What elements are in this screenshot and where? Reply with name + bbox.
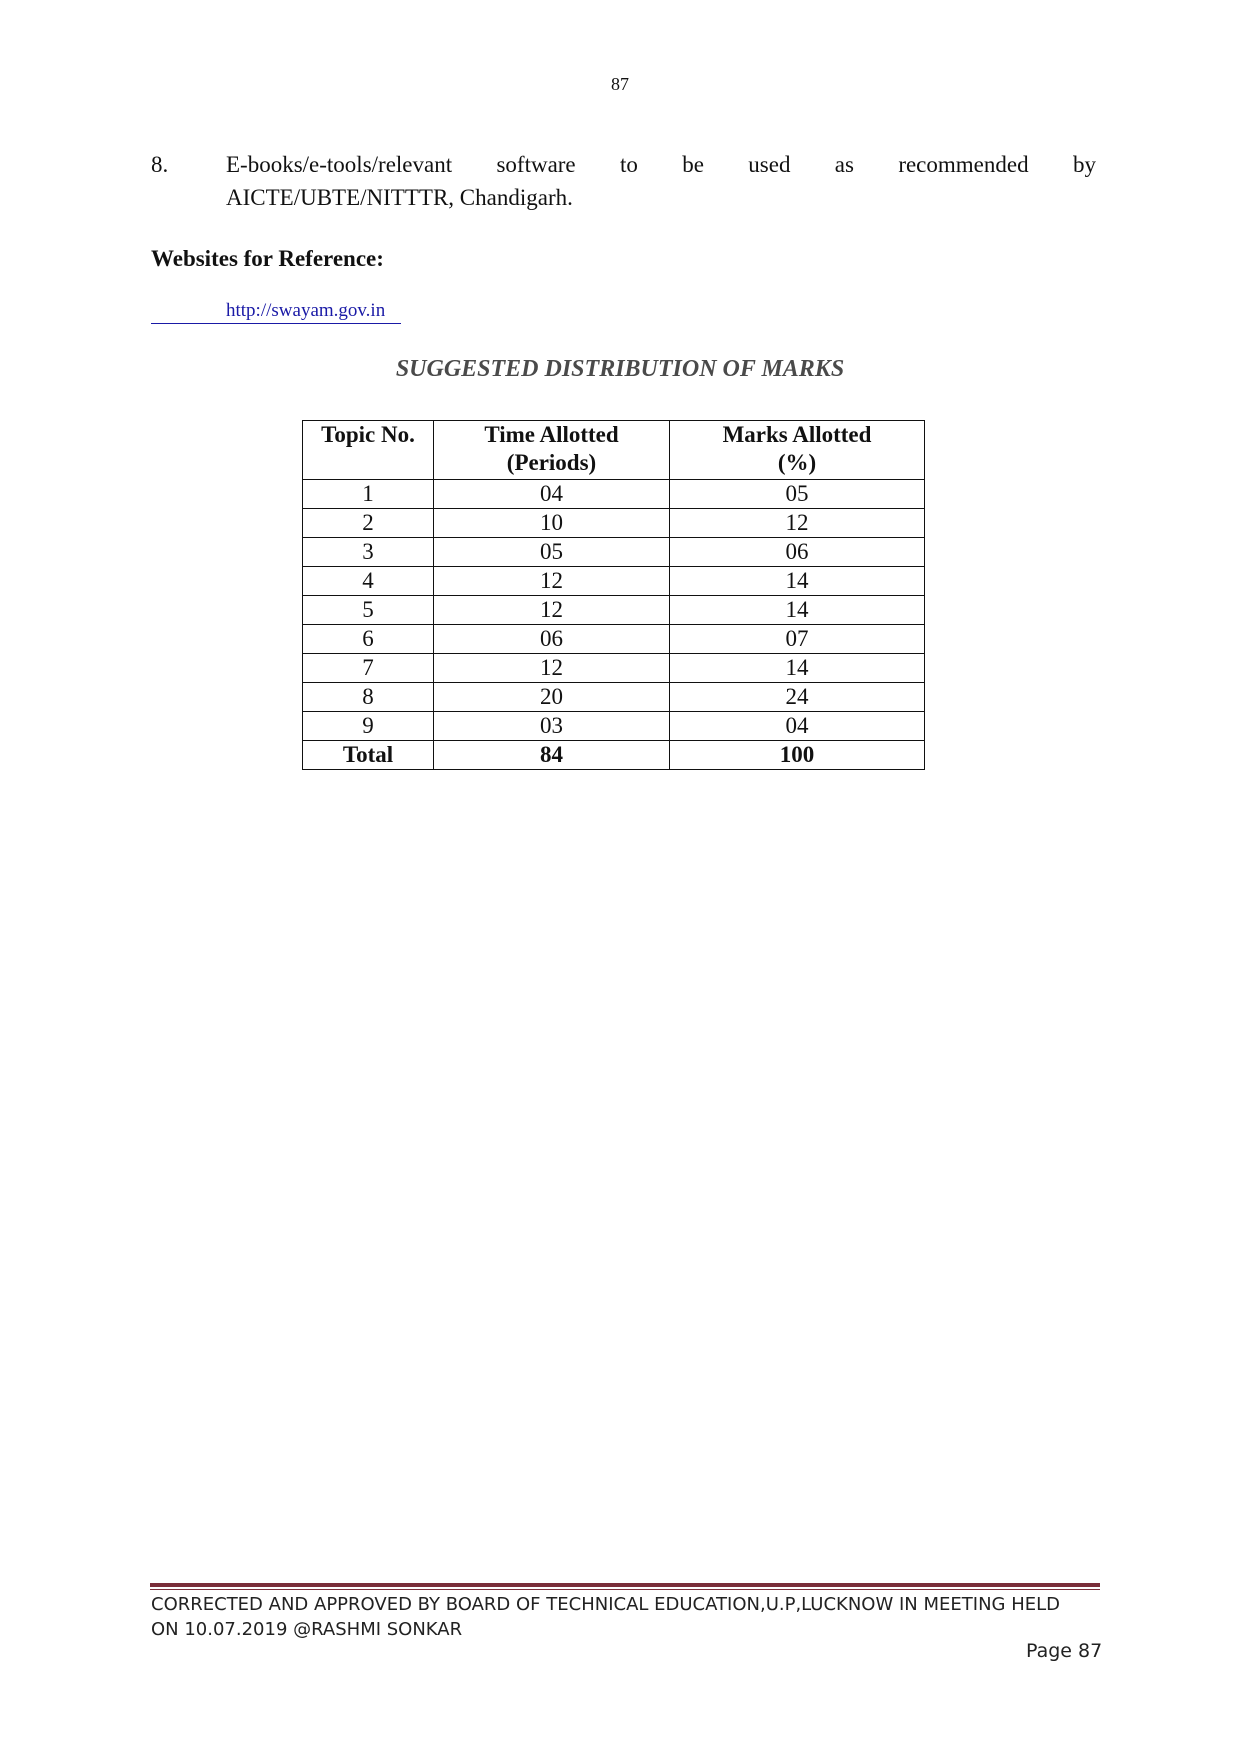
list-item-line-2: AICTE/UBTE/NITTTR, Chandigarh.: [226, 185, 573, 210]
table-cell: 14: [670, 654, 925, 683]
item-word: as: [834, 152, 854, 177]
table-cell: 07: [670, 625, 925, 654]
table-cell: 05: [434, 538, 670, 567]
table-cell: 10: [434, 509, 670, 538]
table-body: [303, 480, 925, 770]
total-cell: 100: [670, 741, 925, 770]
table-cell: 12: [434, 567, 670, 596]
list-item-number: 8.: [151, 152, 169, 177]
footer-rule-thick: [150, 1583, 1100, 1587]
table-row: [303, 625, 925, 654]
table-row: [303, 509, 925, 538]
item-word: software: [496, 152, 576, 177]
footer-rule-thin: [150, 1589, 1100, 1590]
item-word: be: [682, 152, 704, 177]
table-cell: 12: [434, 654, 670, 683]
footer-approval-text: [151, 1592, 1101, 1642]
header-line: Time Allotted: [484, 422, 619, 447]
table-cell: 7: [303, 654, 434, 683]
header-line: Marks Allotted: [722, 422, 872, 447]
table-cell: 06: [434, 625, 670, 654]
table-cell: 24: [670, 683, 925, 712]
marks-distribution-table: [302, 420, 925, 770]
table-total-row: [303, 741, 925, 770]
footer-line-1: CORRECTED AND APPROVED BY BOARD OF TECHNICAL EDUCATION,U.P,LUCKNOW IN MEETING HELD: [151, 1594, 1060, 1615]
header-time-allotted: [434, 421, 670, 480]
header-topic-no: [303, 421, 434, 480]
header-line: (%): [777, 450, 817, 475]
item-word: used: [748, 152, 791, 177]
table-cell: 04: [670, 712, 925, 741]
total-cell: 84: [434, 741, 670, 770]
section-title: SUGGESTED DISTRIBUTION OF MARKS: [395, 356, 845, 382]
table-cell: 04: [434, 480, 670, 509]
table-cell: 3: [303, 538, 434, 567]
header-line: (Periods): [506, 450, 597, 475]
list-item-line-1: [226, 148, 1096, 181]
item-word: by: [1072, 152, 1096, 177]
table-row: [303, 596, 925, 625]
websites-heading: Websites for Reference:: [151, 246, 384, 271]
page-number-top: 87: [611, 74, 629, 94]
table-row: [303, 683, 925, 712]
table-cell: 05: [670, 480, 925, 509]
table-row: [303, 654, 925, 683]
header-line: Topic No.: [321, 422, 415, 447]
table-cell: 12: [434, 596, 670, 625]
list-item-text: [226, 148, 1096, 214]
footer-page-number: Page 87: [1026, 1640, 1103, 1662]
table-cell: 4: [303, 567, 434, 596]
table-row: [303, 480, 925, 509]
total-cell: Total: [303, 741, 434, 770]
swayam-link[interactable]: http://swayam.gov.in: [226, 300, 386, 321]
table-row: [303, 567, 925, 596]
item-word: to: [619, 152, 638, 177]
table-cell: 1: [303, 480, 434, 509]
table-cell: 12: [670, 509, 925, 538]
header-marks-allotted: [670, 421, 925, 480]
table-row: [303, 712, 925, 741]
table-cell: 20: [434, 683, 670, 712]
table-cell: 6: [303, 625, 434, 654]
table-row: [303, 538, 925, 567]
footer-line-2: ON 10.07.2019 @RASHMI SONKAR: [151, 1619, 463, 1640]
item-word: E-books/e-tools/relevant: [226, 152, 453, 177]
table-cell: 14: [670, 596, 925, 625]
table-cell: 14: [670, 567, 925, 596]
table-cell: 2: [303, 509, 434, 538]
table-cell: 06: [670, 538, 925, 567]
table-cell: 8: [303, 683, 434, 712]
table-header-row: [303, 421, 925, 480]
table-cell: 03: [434, 712, 670, 741]
table-cell: 5: [303, 596, 434, 625]
table-cell: 9: [303, 712, 434, 741]
item-word: recommended: [898, 152, 1029, 177]
